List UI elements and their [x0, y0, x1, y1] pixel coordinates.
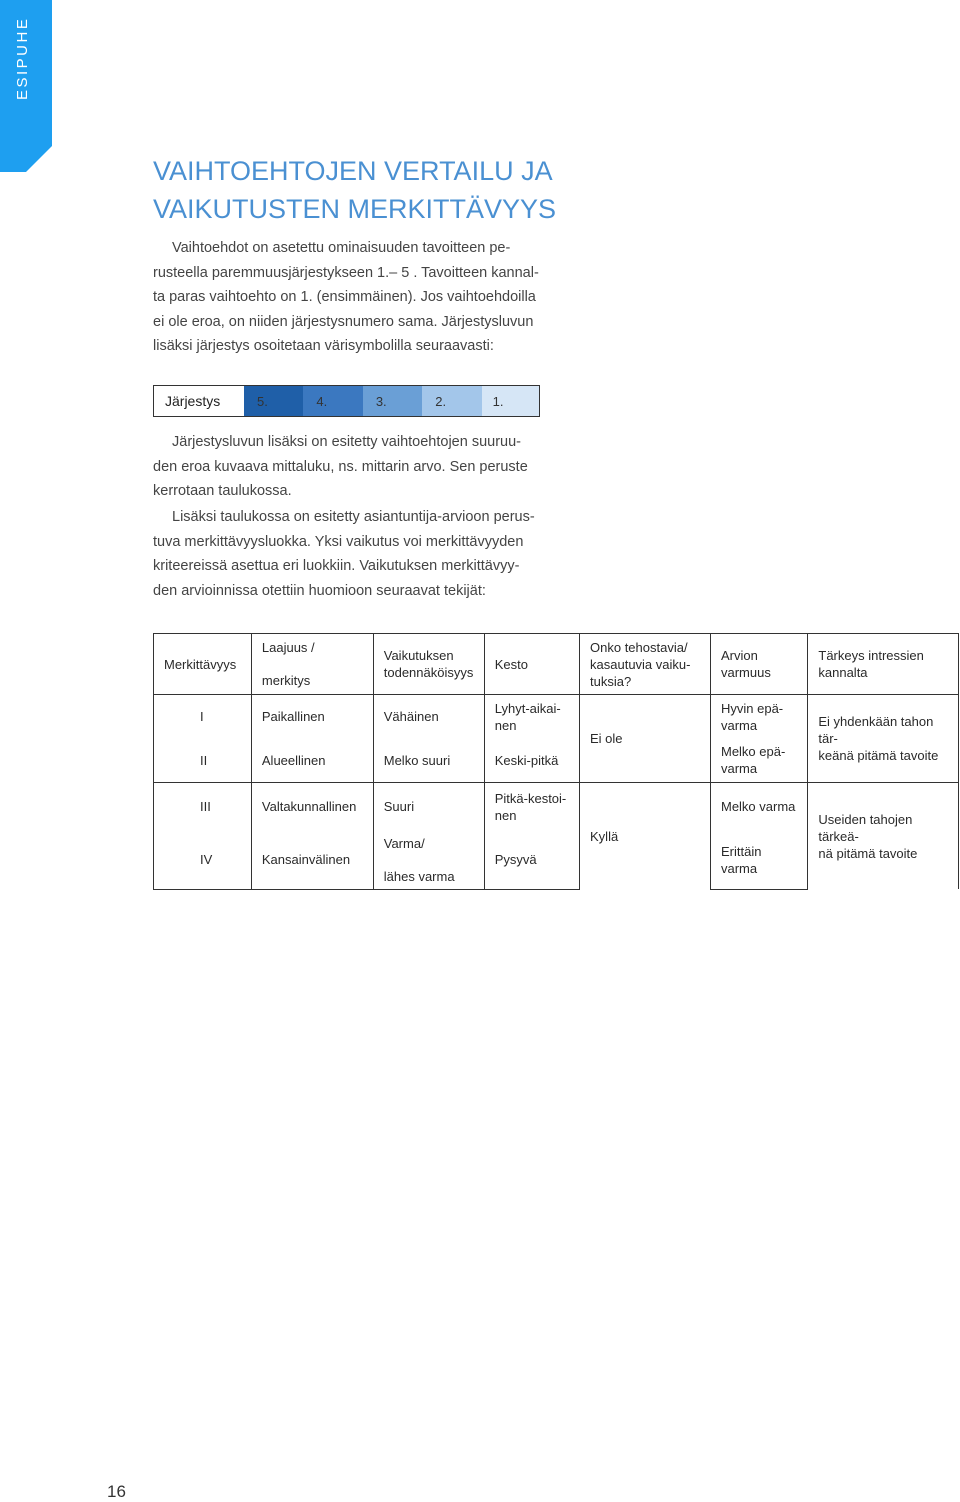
- text-line: den arvioinnissa otettiin huomioon seuraavat tekijät:: [153, 582, 486, 599]
- todennakoisyys-cell: [373, 831, 484, 890]
- laajuus-cell: Paikallinen: [251, 695, 373, 739]
- header-text: Laajuus /: [261, 640, 315, 655]
- text-line: ei ole eroa, on niiden järjestysnumero sama. Järjestysluvun: [153, 313, 534, 330]
- cell-text: nä pitämä tavoite: [818, 845, 918, 861]
- text-line: tuva merkittävyysluokka. Yksi vaikutus voi merkittävyyden: [153, 533, 524, 550]
- header-text: kasautuvia vaiku-: [590, 656, 691, 672]
- cell-text: Hyvin epä-: [720, 700, 784, 716]
- laajuus-cell: Alueellinen: [251, 739, 373, 783]
- cell-text: varma: [720, 717, 758, 733]
- text-line: rusteella paremmuusjärjestykseen 1.– 5 . Tavoitteen kannal-: [153, 264, 539, 281]
- cell-text: nen: [494, 717, 517, 733]
- tehostavia-cell: Ei ole: [580, 695, 711, 783]
- header-text: todennäköisyys: [383, 665, 474, 680]
- table-row: [154, 783, 959, 831]
- text-line: ta paras vaihtoehto on 1. (ensimmäinen). Jos vaihtoehdoilla: [153, 289, 536, 305]
- kesto-cell: Pysyvä: [484, 831, 579, 890]
- class-cell: III: [154, 783, 252, 831]
- header-text: tuksia?: [590, 673, 632, 689]
- header-kesto: Kesto: [484, 634, 579, 695]
- header-text: Onko tehostavia/: [590, 639, 688, 655]
- order-swatch-3: 3.: [363, 386, 422, 416]
- laajuus-cell: Valtakunnallinen: [251, 783, 373, 831]
- class-cell: IV: [154, 831, 252, 890]
- todennakoisyys-cell: Suuri: [373, 783, 484, 831]
- heading-line: VAIHTOEHTOJEN VERTAILU JA: [153, 156, 553, 186]
- text-line: lisäksi järjestys osoitetaan värisymbolilla seuraavasti:: [153, 338, 494, 354]
- significance-paragraph: [153, 505, 535, 603]
- order-legend-label: Järjestys: [154, 386, 244, 416]
- tarkeys-cell: [808, 783, 959, 890]
- cell-text: Melko epä-: [720, 744, 786, 760]
- varmuus-cell: Melko varma: [710, 783, 807, 831]
- header-text: kannalta: [818, 665, 868, 680]
- side-tab-label: ESIPUHE: [14, 16, 31, 100]
- cell-text: nen: [494, 807, 517, 823]
- cell-text: Ei yhdenkään tahon tär-: [818, 714, 934, 746]
- cell-text: Useiden tahojen tärkeä-: [818, 811, 913, 844]
- kesto-cell: [484, 783, 579, 831]
- header-text: varmuus: [720, 665, 771, 680]
- text-line: Vaihtoehdot on asetettu ominaisuuden tavoitteen pe-: [172, 240, 511, 256]
- cell-text: Varma/: [383, 835, 425, 851]
- measure-paragraph: [153, 430, 528, 504]
- order-swatch-1: 1.: [482, 386, 539, 416]
- cell-text: Pitkä-kestoi-: [494, 790, 567, 806]
- order-swatch-5: 5.: [244, 386, 303, 416]
- section-heading: [153, 152, 556, 228]
- class-cell: II: [154, 739, 252, 783]
- header-text: Vaikutuksen: [383, 648, 454, 663]
- header-laajuus: [251, 634, 373, 695]
- cell-text: Lyhyt-aikai-: [494, 700, 561, 716]
- text-line: den eroa kuvaava mittaluku, ns. mittarin arvo. Sen peruste: [153, 458, 528, 475]
- page-number: 16: [107, 1482, 126, 1501]
- laajuus-cell: Kansainvälinen: [251, 831, 373, 890]
- significance-table: [153, 633, 959, 890]
- cell-text: varma: [720, 761, 758, 777]
- header-text: Tärkeys intressien: [818, 648, 924, 663]
- kesto-cell: [484, 695, 579, 739]
- side-tab: [0, 0, 52, 172]
- order-swatch-4: 4.: [303, 386, 362, 416]
- header-tehostavia: [580, 634, 711, 695]
- intro-paragraph: [153, 236, 539, 359]
- table-row: [154, 695, 959, 739]
- tarkeys-cell: [808, 695, 959, 783]
- varmuus-cell: Erittäin varma: [710, 831, 807, 890]
- header-merkittavyys: Merkittävyys: [154, 634, 252, 695]
- header-todennakoisyys: [373, 634, 484, 695]
- text-line: kerrotaan taulukossa.: [153, 483, 292, 499]
- class-cell: I: [154, 695, 252, 739]
- text-line: kriteereissä asettua eri luokkiin. Vaikutuksen merkittävyy-: [153, 558, 520, 574]
- text-line: Lisäksi taulukossa on esitetty asiantuntija-arvioon perus-: [172, 509, 535, 525]
- header-text: Arvion: [720, 648, 758, 663]
- heading-line: VAIKUTUSTEN MERKITTÄVYYS: [153, 194, 557, 224]
- header-varmuus: [710, 634, 807, 695]
- varmuus-cell: [710, 739, 807, 783]
- order-legend: [153, 385, 540, 417]
- order-swatch-2: 2.: [422, 386, 481, 416]
- tehostavia-cell: Kyllä: [580, 783, 711, 890]
- todennakoisyys-cell: Vähäinen: [373, 695, 484, 739]
- cell-text: lähes varma: [383, 868, 455, 884]
- varmuus-cell: [710, 695, 807, 739]
- header-text: merkitys: [261, 673, 311, 688]
- text-line: Järjestysluvun lisäksi on esitetty vaihtoehtojen suuruu-: [172, 434, 521, 450]
- table-header-row: [154, 634, 959, 695]
- todennakoisyys-cell: Melko suuri: [373, 739, 484, 783]
- cell-text: keänä pitämä tavoite: [818, 748, 939, 763]
- header-tarkeys: [808, 634, 959, 695]
- kesto-cell: Keski-pitkä: [484, 739, 579, 783]
